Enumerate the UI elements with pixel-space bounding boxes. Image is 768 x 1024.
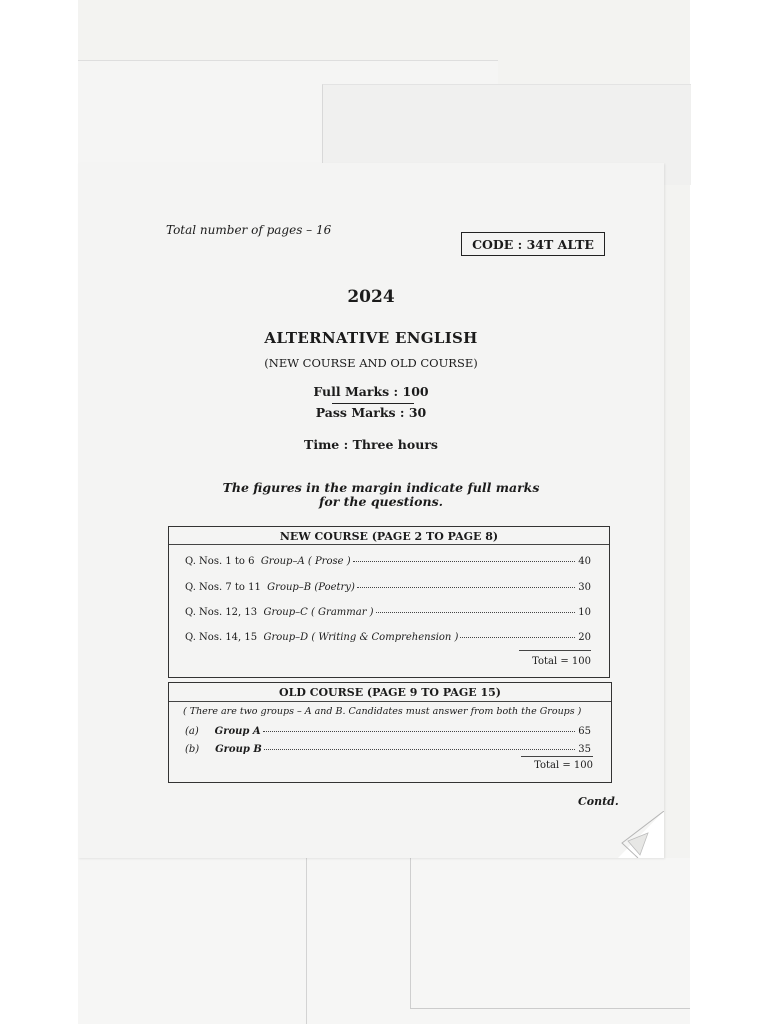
leader-dots [460, 637, 575, 638]
total-pages-text: Total number of pages – 16 [166, 223, 332, 237]
exam-time: Time : Three hours [304, 437, 438, 452]
table-row [185, 632, 591, 643]
table-row [185, 726, 591, 737]
background-sheet-bottom [78, 858, 690, 1024]
group-name: Group–C [263, 607, 308, 618]
group-marks: 40 [578, 556, 591, 567]
table-row [185, 744, 591, 755]
group-name: Group–B [267, 582, 312, 593]
marks-divider [332, 403, 414, 404]
total-divider [519, 650, 591, 651]
group-topic: (Poetry) [314, 582, 355, 593]
background-right [690, 0, 768, 1024]
row-label: (b) [185, 744, 200, 755]
old-course-total: Total = 100 [534, 760, 593, 771]
group-topic: ( Writing & Comprehension ) [311, 632, 459, 643]
group-marks: 35 [578, 744, 591, 755]
background-fold-line [410, 1008, 690, 1009]
group-topic: ( Grammar ) [310, 607, 374, 618]
group-marks: 65 [578, 726, 591, 737]
question-numbers: Q. Nos. 14, 15 [185, 632, 258, 643]
leader-dots [357, 587, 575, 588]
leader-dots [376, 612, 575, 613]
background-left [0, 0, 78, 1024]
pass-marks: Pass Marks : 30 [315, 405, 427, 420]
group-name: Group B [215, 744, 262, 755]
page-corner-fold-icon [618, 811, 664, 858]
table-row [185, 556, 591, 567]
table-row [185, 582, 591, 593]
background-fold-line [410, 858, 411, 1008]
question-numbers: Q. Nos. 7 to 11 [185, 582, 261, 593]
new-course-total: Total = 100 [532, 656, 591, 667]
exam-paper-page [78, 163, 664, 858]
table-row [185, 607, 591, 618]
instruction-line: for the questions. [319, 494, 443, 509]
leader-dots [263, 731, 575, 732]
full-marks: Full Marks : 100 [313, 384, 429, 399]
new-course-title: NEW COURSE (PAGE 2 TO PAGE 8) [279, 530, 499, 543]
title-divider [169, 701, 611, 702]
title-divider [169, 544, 609, 545]
row-label: (a) [185, 726, 199, 737]
group-marks: 10 [578, 607, 591, 618]
old-course-box [168, 682, 612, 783]
group-name: Group A [214, 726, 261, 737]
group-name: Group–D [263, 632, 309, 643]
group-topic: ( Prose ) [307, 556, 351, 567]
total-divider [521, 756, 593, 757]
background-fold-line [306, 858, 307, 1024]
question-numbers: Q. Nos. 1 to 6 [185, 556, 255, 567]
paper-code-box [461, 232, 605, 256]
group-marks: 30 [578, 582, 591, 593]
exam-year: 2024 [347, 287, 395, 307]
group-name: Group–A [260, 556, 305, 567]
old-course-note: ( There are two groups – A and B. Candidates must answer from both the Groups ) [183, 706, 582, 717]
course-line: (NEW COURSE AND OLD COURSE) [264, 356, 478, 370]
marks-instruction [78, 481, 684, 509]
old-course-title: OLD COURSE (PAGE 9 TO PAGE 15) [279, 686, 501, 699]
continued-label: Contd. [578, 795, 619, 808]
leader-dots [353, 561, 575, 562]
new-course-box [168, 526, 610, 678]
question-numbers: Q. Nos. 12, 13 [185, 607, 258, 618]
group-marks: 20 [578, 632, 591, 643]
subject-title: ALTERNATIVE ENGLISH [264, 329, 478, 347]
paper-code: CODE : 34T ALTE [472, 236, 594, 252]
leader-dots [264, 749, 575, 750]
instruction-line: The figures in the margin indicate full marks [222, 480, 540, 495]
